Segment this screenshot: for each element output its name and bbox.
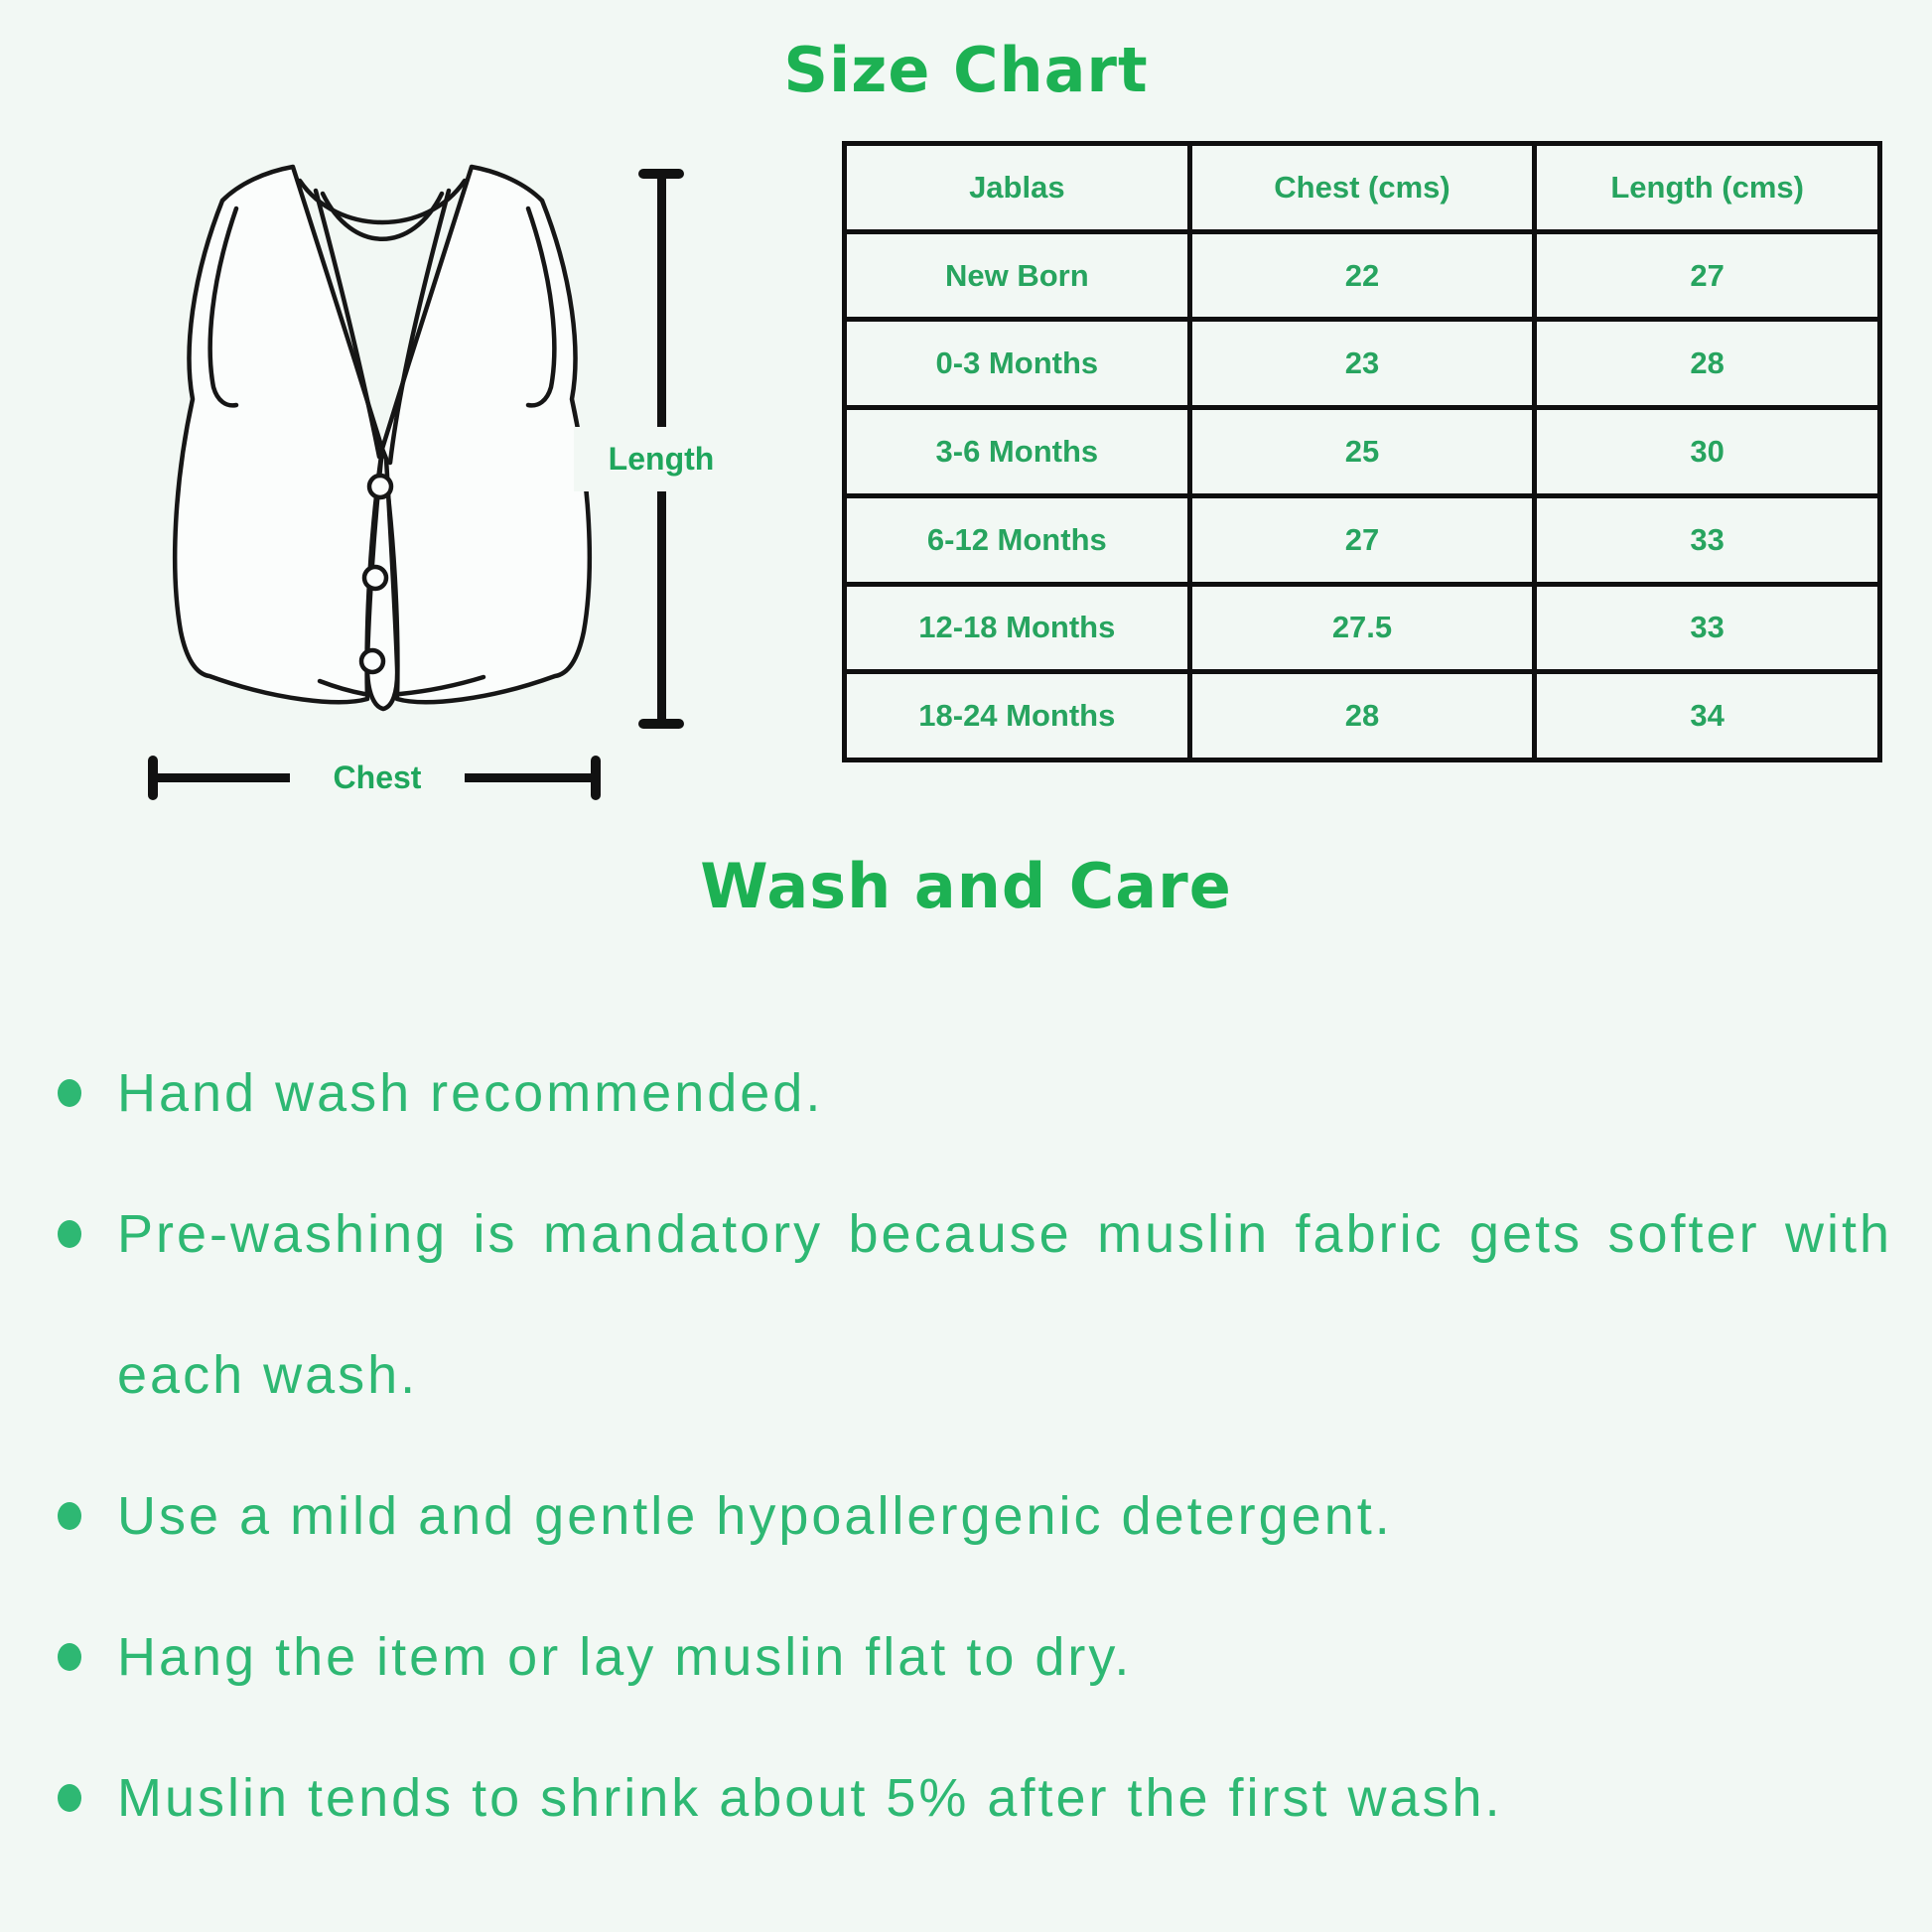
list-item [56,1446,1892,1587]
length-label: Length [574,427,749,491]
table-row [845,584,1880,672]
list-item [56,1164,1892,1446]
bullet-dot [58,1502,81,1530]
size-cell: 3-6 Months [845,408,1190,496]
chest-cell: 27 [1189,495,1535,584]
column-header-jablas: Jablas [845,144,1190,232]
list-item [56,1587,1892,1727]
size-cell: 18-24 Months [845,672,1190,760]
care-instruction-text: Pre-washing is mandatory because muslin fabric gets softer with each wash. [117,1204,1892,1405]
size-table-header-row [845,144,1880,232]
column-header-chest: Chest (cms) [1189,144,1535,232]
size-cell: 12-18 Months [845,584,1190,672]
chest-cell: 28 [1189,672,1535,760]
size-cell: 6-12 Months [845,495,1190,584]
length-measure-cap-bottom [638,719,684,729]
table-row [845,231,1880,320]
column-header-length: Length (cms) [1535,144,1880,232]
bullet-dot [58,1220,81,1248]
length-measure-cap-top [638,169,684,179]
length-cell: 33 [1535,584,1880,672]
chest-label: Chest [290,748,465,808]
list-item [56,1727,1892,1868]
care-instruction-text: Use a mild and gentle hypoallergenic detergent. [117,1486,1393,1546]
size-table [842,141,1882,762]
list-item [56,1023,1892,1164]
bullet-dot [58,1079,81,1107]
table-row [845,495,1880,584]
length-cell: 34 [1535,672,1880,760]
table-row [845,408,1880,496]
chest-cell: 25 [1189,408,1535,496]
table-row [845,320,1880,408]
size-cell: New Born [845,231,1190,320]
care-instruction-text: Muslin tends to shrink about 5% after the first wash. [117,1768,1503,1828]
length-cell: 30 [1535,408,1880,496]
chest-measure-cap-right [591,756,601,800]
chest-cell: 27.5 [1189,584,1535,672]
length-cell: 27 [1535,231,1880,320]
care-instruction-text: Hand wash recommended. [117,1063,824,1123]
length-cell: 33 [1535,495,1880,584]
length-cell: 28 [1535,320,1880,408]
bullet-dot [58,1643,81,1671]
chest-measure-cap-left [148,756,158,800]
chest-cell: 23 [1189,320,1535,408]
jabla-vest-illustration [134,149,630,745]
bullet-dot [58,1784,81,1812]
size-chart-title: Size Chart [783,34,1149,106]
chest-cell: 22 [1189,231,1535,320]
care-instruction-text: Hang the item or lay muslin flat to dry. [117,1627,1133,1687]
size-cell: 0-3 Months [845,320,1190,408]
wash-and-care-title: Wash and Care [700,850,1232,922]
care-instructions-list [56,1023,1892,1868]
table-row [845,672,1880,760]
